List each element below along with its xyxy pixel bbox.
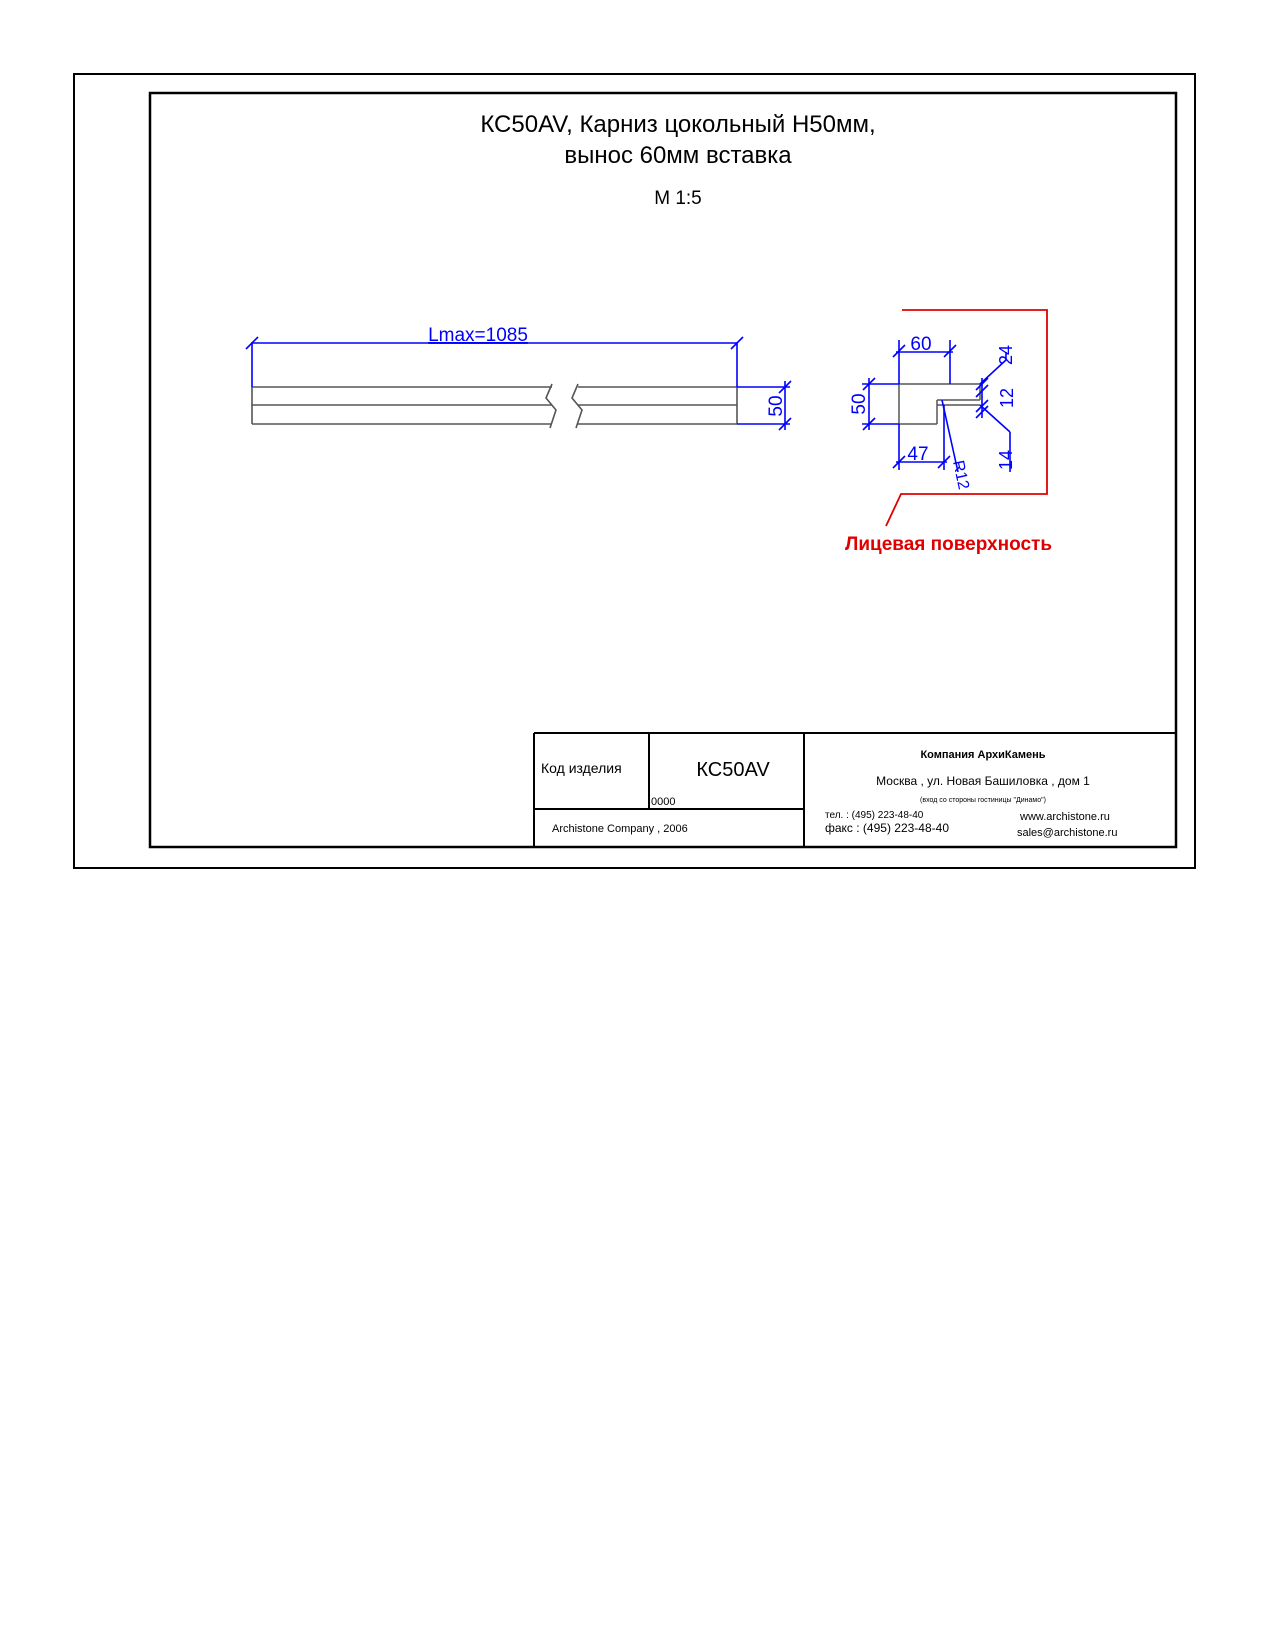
company-phone: тел. : (495) 223-48-40 xyxy=(825,810,924,821)
section-bottom-label: 47 xyxy=(907,444,929,465)
company-address-note: (вход со стороны гостиницы "Динамо") xyxy=(920,797,1046,804)
length-dimension-label: Lmax=1085 xyxy=(428,325,528,346)
face-surface-label: Лицевая поверхность xyxy=(845,534,1053,555)
company-name: Компания АрхиКамень xyxy=(920,749,1046,761)
drawing-title-line1: КС50AV, Карниз цокольный H50мм, xyxy=(480,111,876,138)
company-website[interactable]: www.archistone.ru xyxy=(1020,811,1110,823)
section-radius-label: R12 xyxy=(949,458,972,492)
section-view xyxy=(845,310,1052,555)
section-dim-12-label: 12 xyxy=(997,387,1017,409)
section-dim-14-label: 14 xyxy=(996,449,1016,471)
company-address: Москва , ул. Новая Башиловка , дом 1 xyxy=(876,774,1090,788)
section-dim-24-label: 24 xyxy=(996,344,1016,366)
product-code-number: 0000 xyxy=(651,796,676,808)
copyright-text: Archistone Company , 2006 xyxy=(552,823,688,835)
drawing-scale: М 1:5 xyxy=(654,188,702,209)
height-dimension-label: 50 xyxy=(766,395,787,417)
drawing-title-line2: вынос 60мм вставка xyxy=(564,142,792,169)
section-height-label: 50 xyxy=(849,393,870,415)
product-code-value: КС50AV xyxy=(696,759,770,781)
company-email[interactable]: sales@archistone.ru xyxy=(1017,827,1118,839)
front-view xyxy=(246,325,791,430)
section-width-label: 60 xyxy=(910,334,932,355)
company-fax: факс : (495) 223-48-40 xyxy=(825,821,949,835)
product-code-label: Код изделия xyxy=(541,760,622,776)
